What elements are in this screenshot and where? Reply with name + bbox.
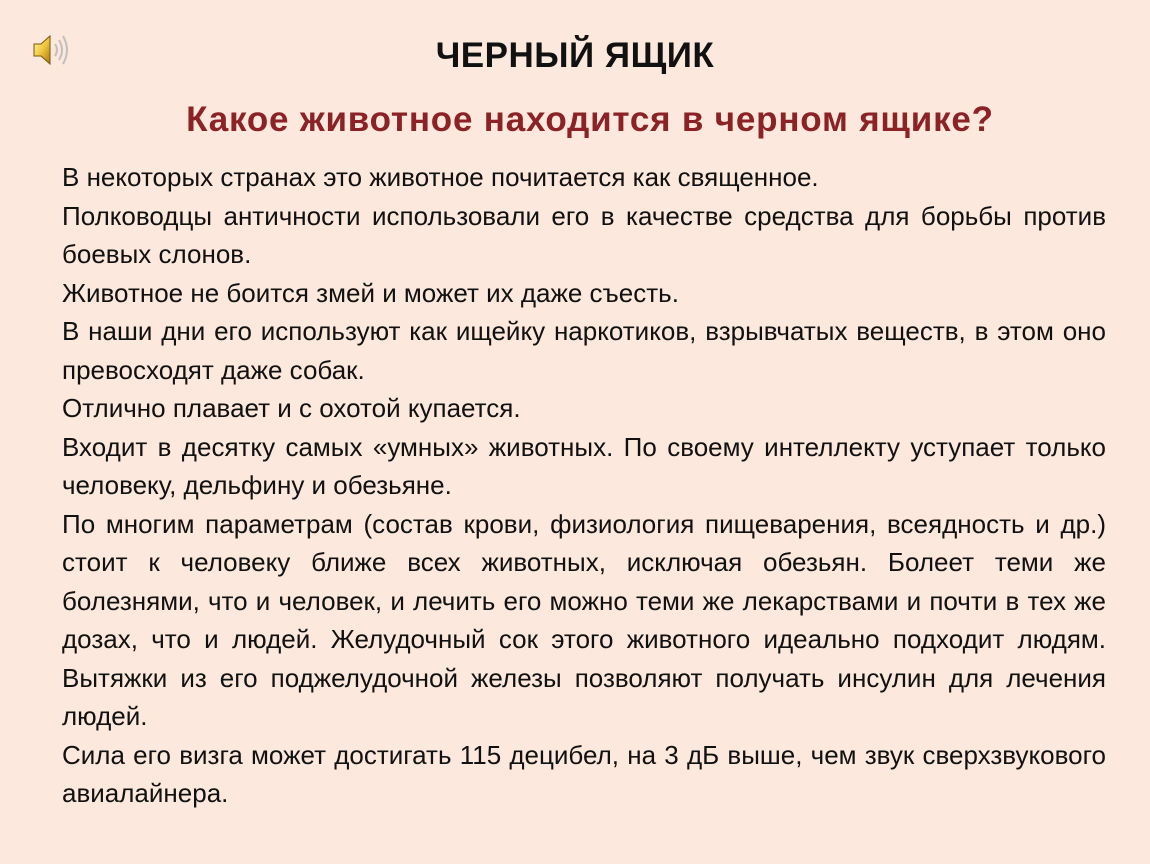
paragraph: Животное не боится змей и может их даже съесть. [62, 277, 679, 308]
paragraph: В некоторых странах это животное почитается как священное. [62, 162, 819, 192]
slide-subtitle: Какое животное находится в черном ящике? [186, 100, 994, 139]
slide-body [62, 158, 1106, 813]
slide-title: ЧЕРНЫЙ ЯЩИК [435, 36, 715, 75]
paragraph: По многим параметрам (состав крови, физиология пищеварения, всеядность и др.) стоит к человеку ближе всех животных, исключая обезьян. Болеет теми же болезнями, что и человек, и лечить его можно теми же лекарствами и почти в тех же дозах, что и людей. Желудочный сок этого животного идеально подходит людям. Вытяжки из его поджелудочной железы позволяют получать инсулин для лечения людей. [62, 508, 1106, 731]
paragraph: Входит в десятку самых «умных» животных. По своему интеллекту уступает только человеку, дельфину и обезьяне. [62, 431, 1106, 500]
paragraph: В наши дни его используют как ищейку наркотиков, взрывчатых веществ, в этом оно превосходят даже собак. [62, 316, 1106, 385]
paragraph: Сила его визга может достигать 115 децибел, на 3 дБ выше, чем звук сверхзвукового авиалайнера. [62, 739, 1106, 808]
paragraph: Полководцы античности использовали его в качестве средства для борьбы против боевых слонов. [62, 200, 1106, 269]
paragraph: Отлично плавает и с охотой купается. [62, 393, 521, 423]
